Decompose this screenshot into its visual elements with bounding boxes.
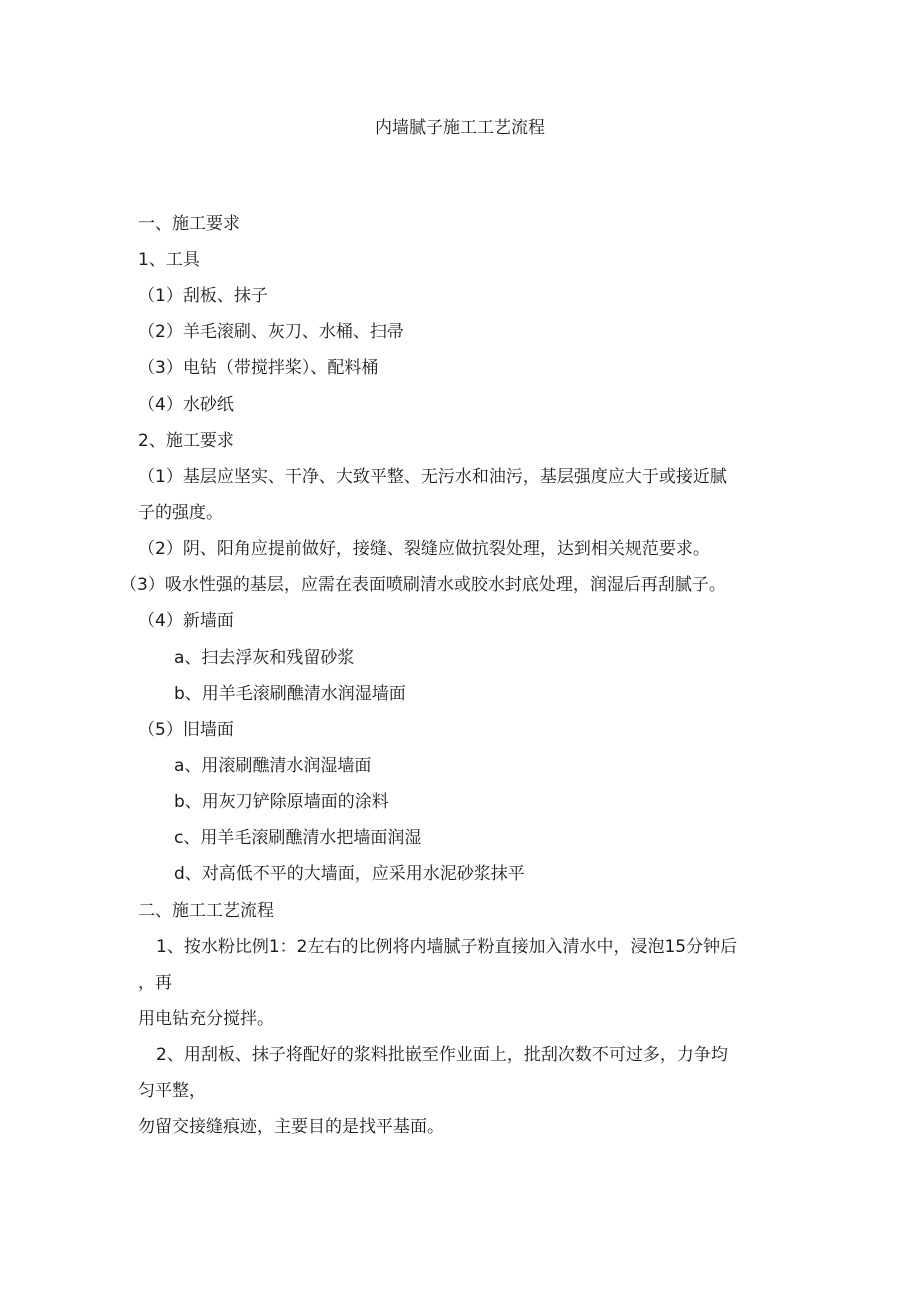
tool-item: （2）羊毛滚刷、灰刀、水桶、扫帚 [138,322,404,342]
sub-step-item: a、用滚刷醮清水润湿墙面 [174,756,372,776]
process-step: 1、按水粉比例1：2左右的比例将内墙腻子粉直接加入清水中，浸泡15分钟后 [156,937,738,957]
process-step-continued: 匀平整， [138,1081,206,1101]
process-step-continued: ，再 [138,973,172,993]
subheading-construction-requirements: 2、施工要求 [138,431,234,451]
sub-step-item: a、扫去浮灰和残留砂浆 [174,648,355,668]
sub-step-item: d、对高低不平的大墙面，应采用水泥砂浆抹平 [174,864,525,884]
sub-step-item: c、用羊毛滚刷醮清水把墙面润湿 [174,828,422,848]
subheading-tools: 1、工具 [138,250,200,270]
sub-step-item: b、用灰刀铲除原墙面的涂料 [174,792,389,812]
tool-item: （3）电钻（带搅拌桨）、配料桶 [138,358,379,378]
tool-item: （4）水砂纸 [138,395,234,415]
requirement-item: （3）吸水性强的基层，应需在表面喷刷清水或胶水封底处理，润湿后再刮腻子。 [120,575,726,595]
requirement-item: （5）旧墙面 [138,720,234,740]
section-heading-process: 二、施工工艺流程 [138,901,274,921]
requirement-item: （4）新墙面 [138,611,234,631]
process-step: 2、用刮板、抹子将配好的浆料批嵌至作业面上，批刮次数不可过多，力争均 [156,1045,728,1065]
process-step-continued: 用电钻充分搅拌。 [138,1009,274,1029]
tool-item: （1）刮板、抹子 [138,286,268,306]
sub-step-item: b、用羊毛滚刷醮清水润湿墙面 [174,684,406,704]
requirement-item: （1）基层应坚实、干净、大致平整、无污水和油污，基层强度应大于或接近腻 [138,467,727,487]
requirement-item-continued: 子的强度。 [138,503,223,523]
section-heading-requirements: 一、施工要求 [138,214,240,234]
requirement-item: （2）阴、阳角应提前做好，接缝、裂缝应做抗裂处理，达到相关规范要求。 [138,539,710,559]
process-step-continued: 勿留交接缝痕迹，主要目的是找平基面。 [138,1117,444,1137]
document-title: 内墙腻子施工工艺流程 [375,118,545,138]
